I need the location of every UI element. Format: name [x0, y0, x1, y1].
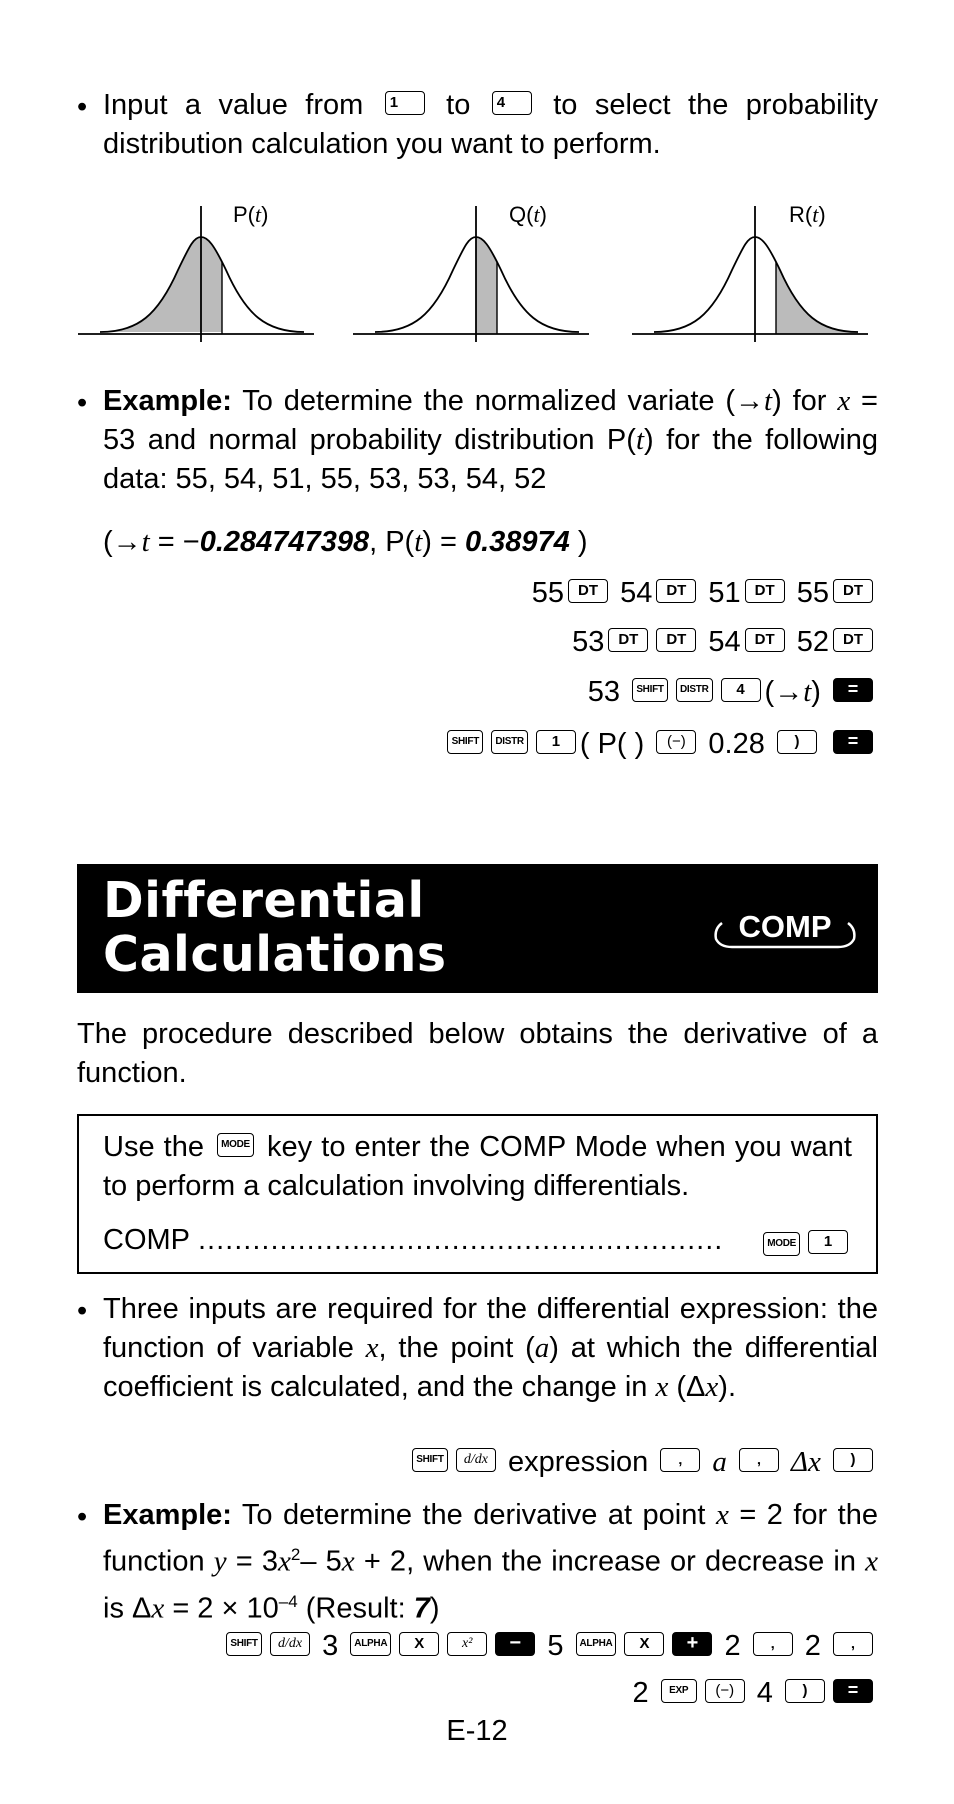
key-1: 1: [536, 730, 576, 754]
key-alpha: ALPHA: [350, 1632, 391, 1656]
key-1: 1: [808, 1230, 848, 1254]
key-mode: MODE: [763, 1232, 800, 1256]
curve-label-q: Q(t): [509, 202, 547, 227]
key-exp: EXP: [661, 1679, 697, 1703]
curve-label-r: R(t): [789, 202, 826, 227]
key-negative: (−): [656, 730, 696, 754]
key-dt: DT: [656, 628, 696, 652]
bullet-dot: •: [77, 1501, 88, 1533]
key-4: 4: [721, 678, 761, 702]
mode-box: [77, 1114, 878, 1274]
example1-result: (→t = −0.284747398, P(t) = 0.38974 ): [103, 526, 588, 558]
bullet-dot: •: [77, 91, 88, 123]
key-shift: SHIFT: [412, 1448, 448, 1472]
key-equals: =: [833, 730, 873, 754]
key-x: X: [624, 1632, 664, 1656]
page-number: E-12: [446, 1715, 508, 1747]
keyseq-1: 55 DT 54 DT 51 DT 55 DT: [532, 573, 877, 613]
curve-r: [632, 206, 868, 342]
key-minus: −: [495, 1632, 535, 1656]
key-plus: +: [672, 1632, 712, 1656]
intro-text: The procedure described below obtains the derivative of a function.: [77, 1018, 878, 1089]
example2-keyseq-2: 2 EXP (−) 4 ) =: [633, 1673, 877, 1713]
keyseq-3: 53 SHIFT DISTR 4 (→t) =: [588, 672, 877, 712]
distribution-curves: [78, 200, 878, 350]
bullet1-paragraph: Input a value from 1 to 4 to select the probability distribution calculation you want to perform.: [103, 89, 878, 160]
keyseq-2: 53 DT DT 54 DT 52 DT: [572, 622, 877, 662]
key-negative: (−): [705, 1679, 745, 1703]
key-close-paren: ): [785, 1679, 825, 1703]
key-mode: MODE: [217, 1133, 254, 1157]
key-comma: ‚: [833, 1632, 873, 1656]
example1-paragraph: Example: To determine the normalized variate (→t) for x = 53 and normal probability distribution P(t) for the following data: 55, 54, 51, 55, 53, 53, 54, 52: [103, 385, 878, 495]
key-comma: ‚: [753, 1632, 793, 1656]
section-title: Differential Calculations: [103, 872, 447, 983]
key-4: 4: [492, 91, 532, 115]
bullet-dot: •: [77, 1295, 88, 1327]
key-close-paren: ): [777, 730, 817, 754]
key-x: X: [399, 1632, 439, 1656]
key-distr: DISTR: [676, 678, 713, 702]
curve-label-p: P(t): [233, 202, 269, 227]
key-comma: ‚: [660, 1448, 700, 1472]
key-shift: SHIFT: [226, 1632, 262, 1656]
key-x-squared: x²: [447, 1632, 487, 1656]
curves-svg: [78, 200, 878, 350]
bullet2-paragraph: Three inputs are required for the differential expression: the function of variable x, the point (a) at which the differential coefficient is calculated, and the change in x (Δx).: [103, 1293, 878, 1403]
key-dt: DT: [568, 579, 608, 603]
key-dt: DT: [608, 628, 648, 652]
key-distr: DISTR: [491, 730, 528, 754]
curve-q: [353, 206, 589, 342]
key-shift: SHIFT: [447, 730, 483, 754]
key-equals: =: [833, 1679, 873, 1703]
key-shift: SHIFT: [632, 678, 668, 702]
key-dt: DT: [833, 628, 873, 652]
key-alpha: ALPHA: [576, 1632, 617, 1656]
bullet-dot: •: [77, 387, 88, 419]
key-comma: ‚: [739, 1448, 779, 1472]
comp-mode-badge: COMP: [712, 907, 858, 951]
section-banner: [77, 864, 878, 993]
key-equals: =: [833, 678, 873, 702]
key-ddx: d/dx: [456, 1448, 496, 1472]
key-dt: DT: [656, 579, 696, 603]
mode-box-text: Use the MODE key to enter the COMP Mode when you want to perform a calculation involving differentials.: [103, 1131, 852, 1202]
curve-p: [78, 206, 314, 342]
key-dt: DT: [833, 579, 873, 603]
key-dt: DT: [745, 628, 785, 652]
example2-paragraph: Example: To determine the derivative at point x = 2 for the function $y = 3x^2-$ 5x + 2, when the increase or decrease in x is $\Delta x = 2 \times 10^{-4}$ (Result: 7): [103, 1499, 879, 1625]
key-ddx: d/dx: [270, 1632, 310, 1656]
keyseq-4: SHIFT DISTR 1 ( P( ) (−) 0.28 ) =: [443, 724, 877, 764]
example2-keyseq-1: SHIFT d/dx 3 ALPHA X x² − 5 ALPHA X + 2 ‚ 2 ‚: [222, 1626, 877, 1666]
key-close-paren: ): [833, 1448, 873, 1472]
key-dt: DT: [745, 579, 785, 603]
key-1: 1: [385, 91, 425, 115]
comp-row: COMP .......................................................... MODE 1: [103, 1220, 852, 1260]
differential-syntax: SHIFT d/dx expression ‚ a ‚ Δx ): [408, 1442, 877, 1482]
